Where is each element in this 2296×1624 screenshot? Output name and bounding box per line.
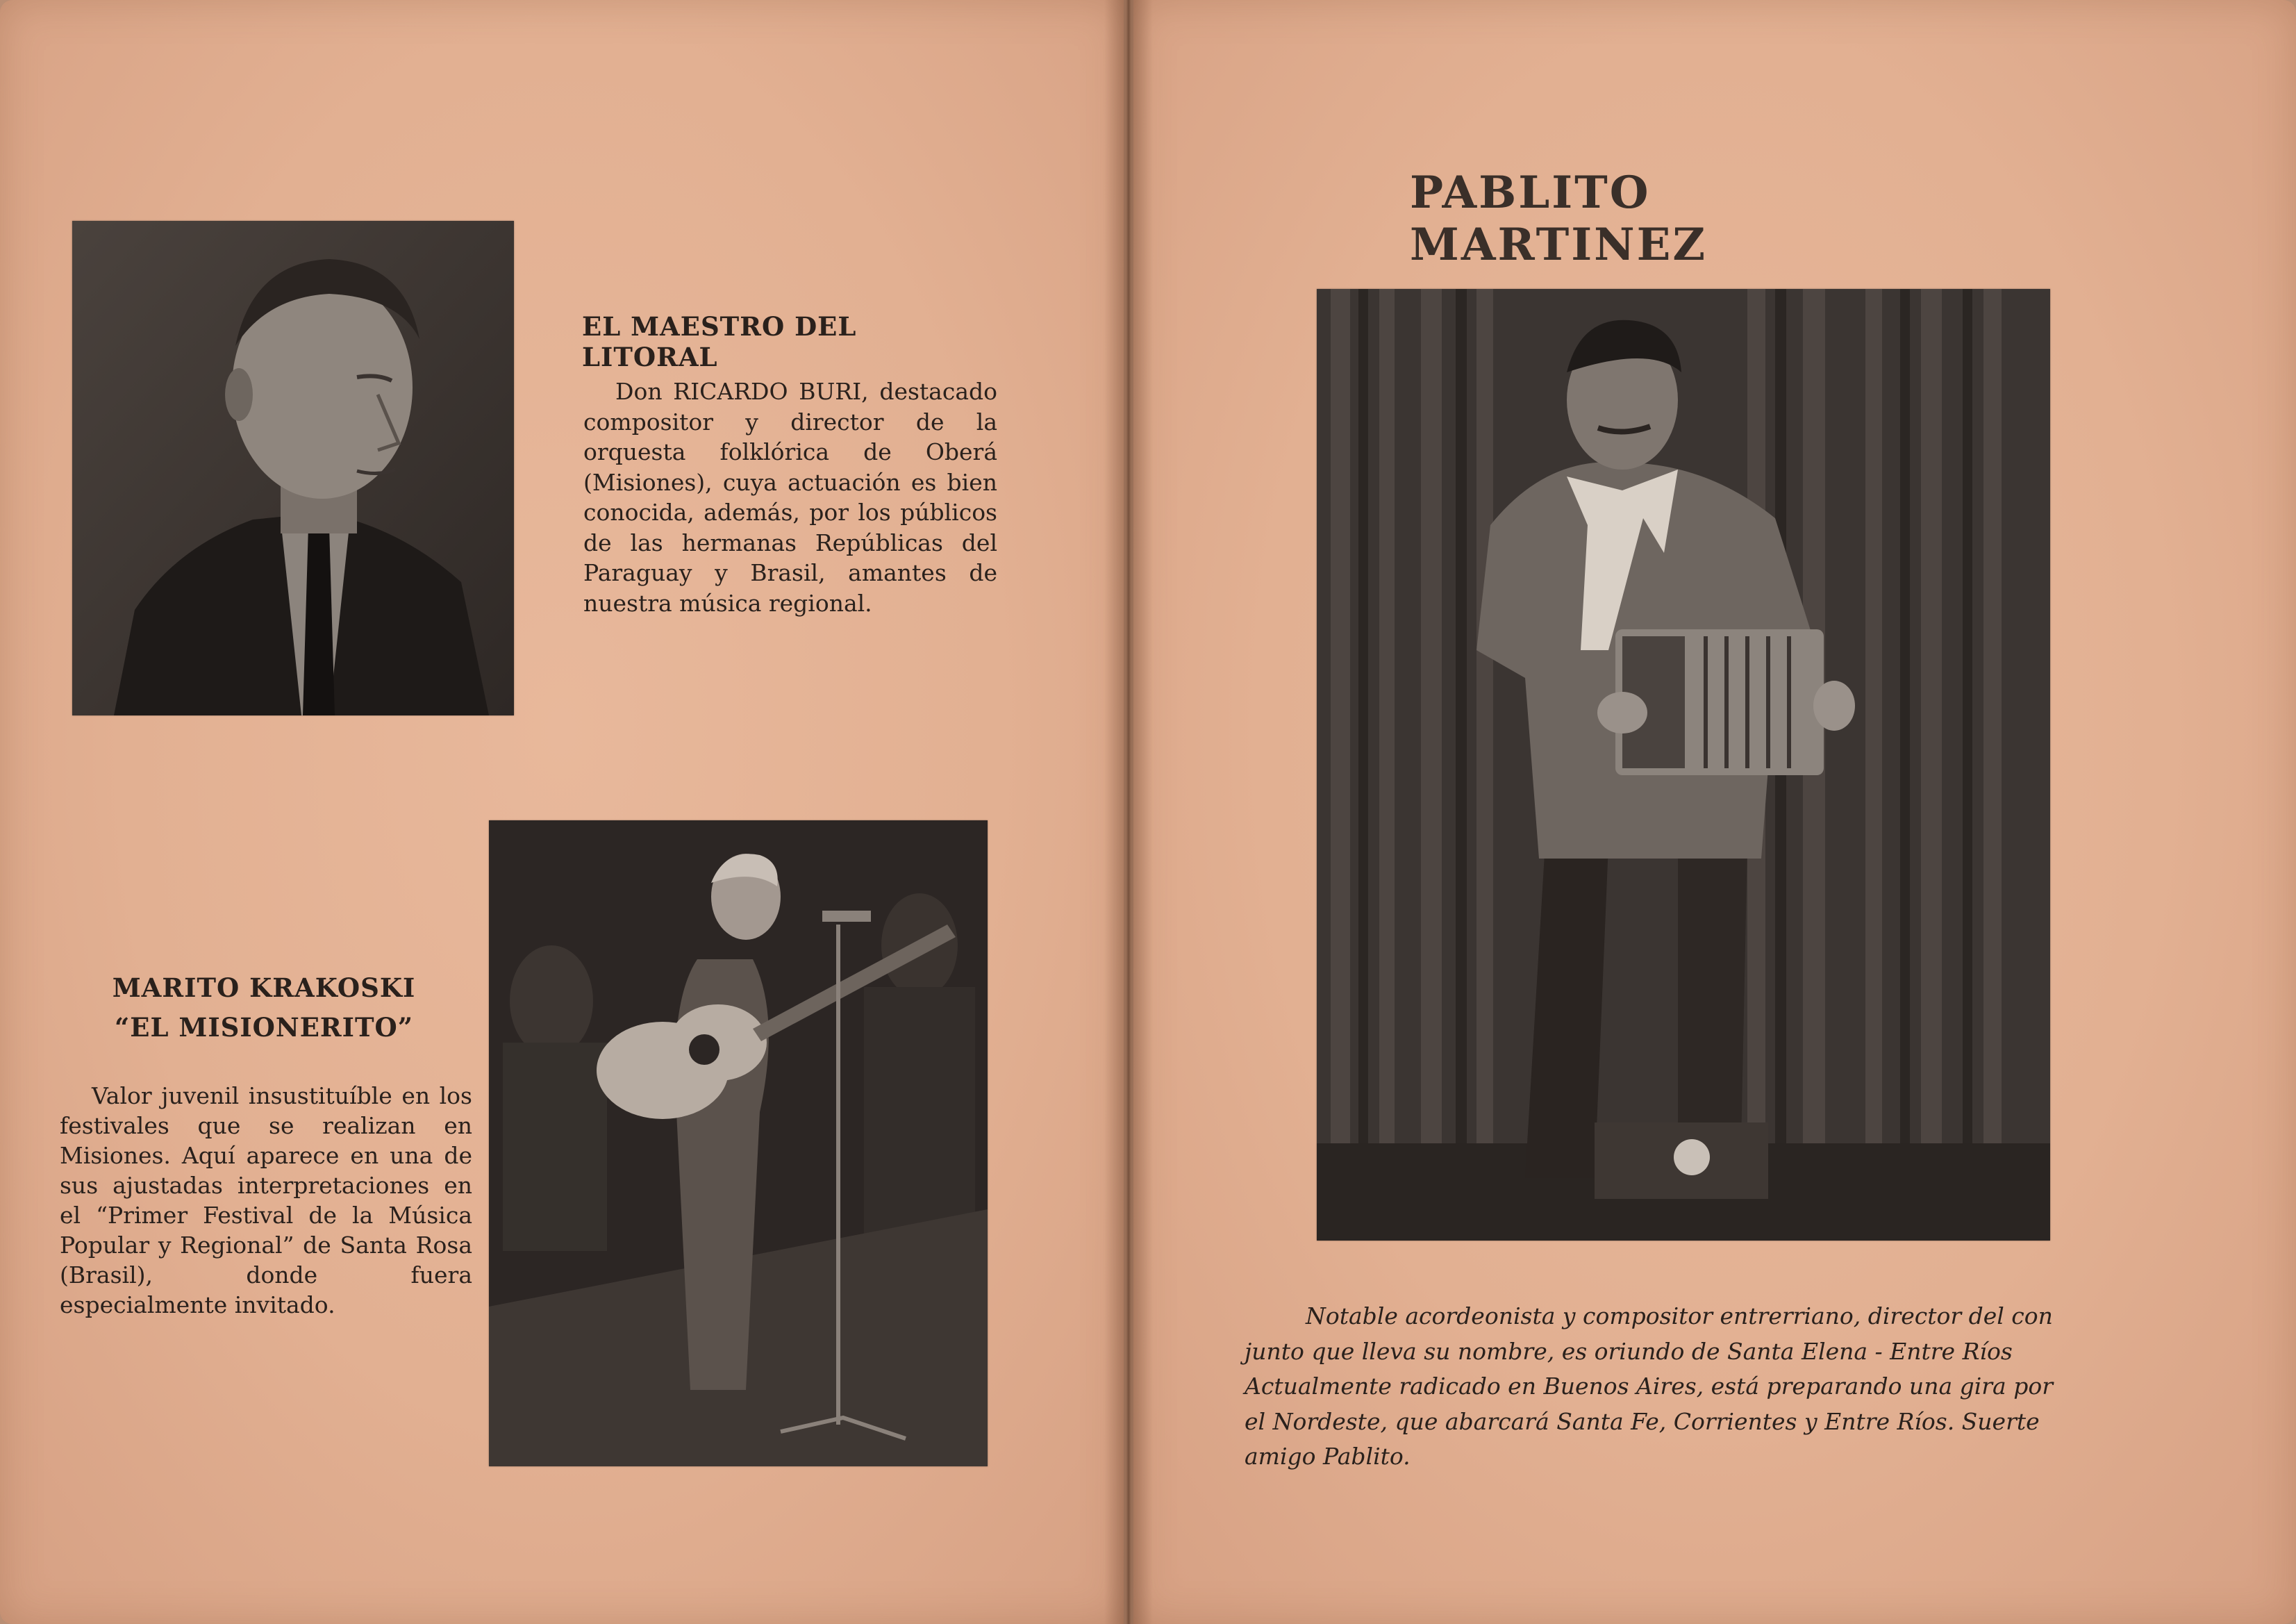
guitarist-photo: [489, 820, 988, 1466]
article-marito-title-1: MARITO KRAKOSKI: [112, 972, 416, 1003]
caption-line-1: Notable acordeonista y compositor entrerriano, director del con: [1306, 1302, 2053, 1329]
caption-line-5: amigo Pablito.: [1245, 1443, 1411, 1470]
caption-line-2: junto que lleva su nombre, es oriundo de Santa Elena - Entre Ríos: [1245, 1337, 2013, 1365]
article-ricardo-buri-body: [583, 376, 997, 618]
article-ricardo-buri-title: EL MAESTRO DEL LITORAL: [582, 311, 857, 372]
portrait-photo-icon: [72, 221, 514, 715]
article-marito-body: [60, 1081, 472, 1320]
caption-line-3: Actualmente radicado en Buenos Aires, está preparando una gira por: [1245, 1373, 2053, 1400]
article-pablito-title: PABLITO MARTINEZ: [1410, 167, 1708, 271]
article-pablito-caption: [1245, 1299, 2189, 1475]
caption-line-4: el Nordeste, que abarcará Santa Fe, Corrientes y Entre Ríos. Suerte: [1245, 1407, 2040, 1435]
book-gutter: [1104, 0, 1153, 1624]
accordionist-photo: [1317, 289, 2050, 1241]
article-marito-title-2: “EL MISIONERITO”: [114, 1012, 414, 1043]
guitarist-photo-icon: [489, 820, 988, 1466]
left-page: [0, 0, 1124, 1624]
portrait-photo: [72, 221, 514, 715]
article-ricardo-buri-paragraph: Don RICARDO BURI, destacado compositor y director de la orquesta folklórica de Oberá (Misiones), cuya actuación es bien conocida, además, por los públicos de las hermanas Repúblicas del Paraguay y Brasil, amantes de nuestra música regional.: [583, 378, 997, 617]
article-marito-paragraph: Valor juvenil insustituíble en los festivales que se realizan en Misiones. Aquí aparece en una de sus ajustadas interpretaciones en el “Primer Festival de la Música Popular y Regional” de Santa Rosa (Brasil), donde fuera especialmente invitado.: [60, 1082, 472, 1318]
right-page: [1133, 0, 2296, 1624]
accordionist-photo-icon: [1317, 289, 2050, 1241]
